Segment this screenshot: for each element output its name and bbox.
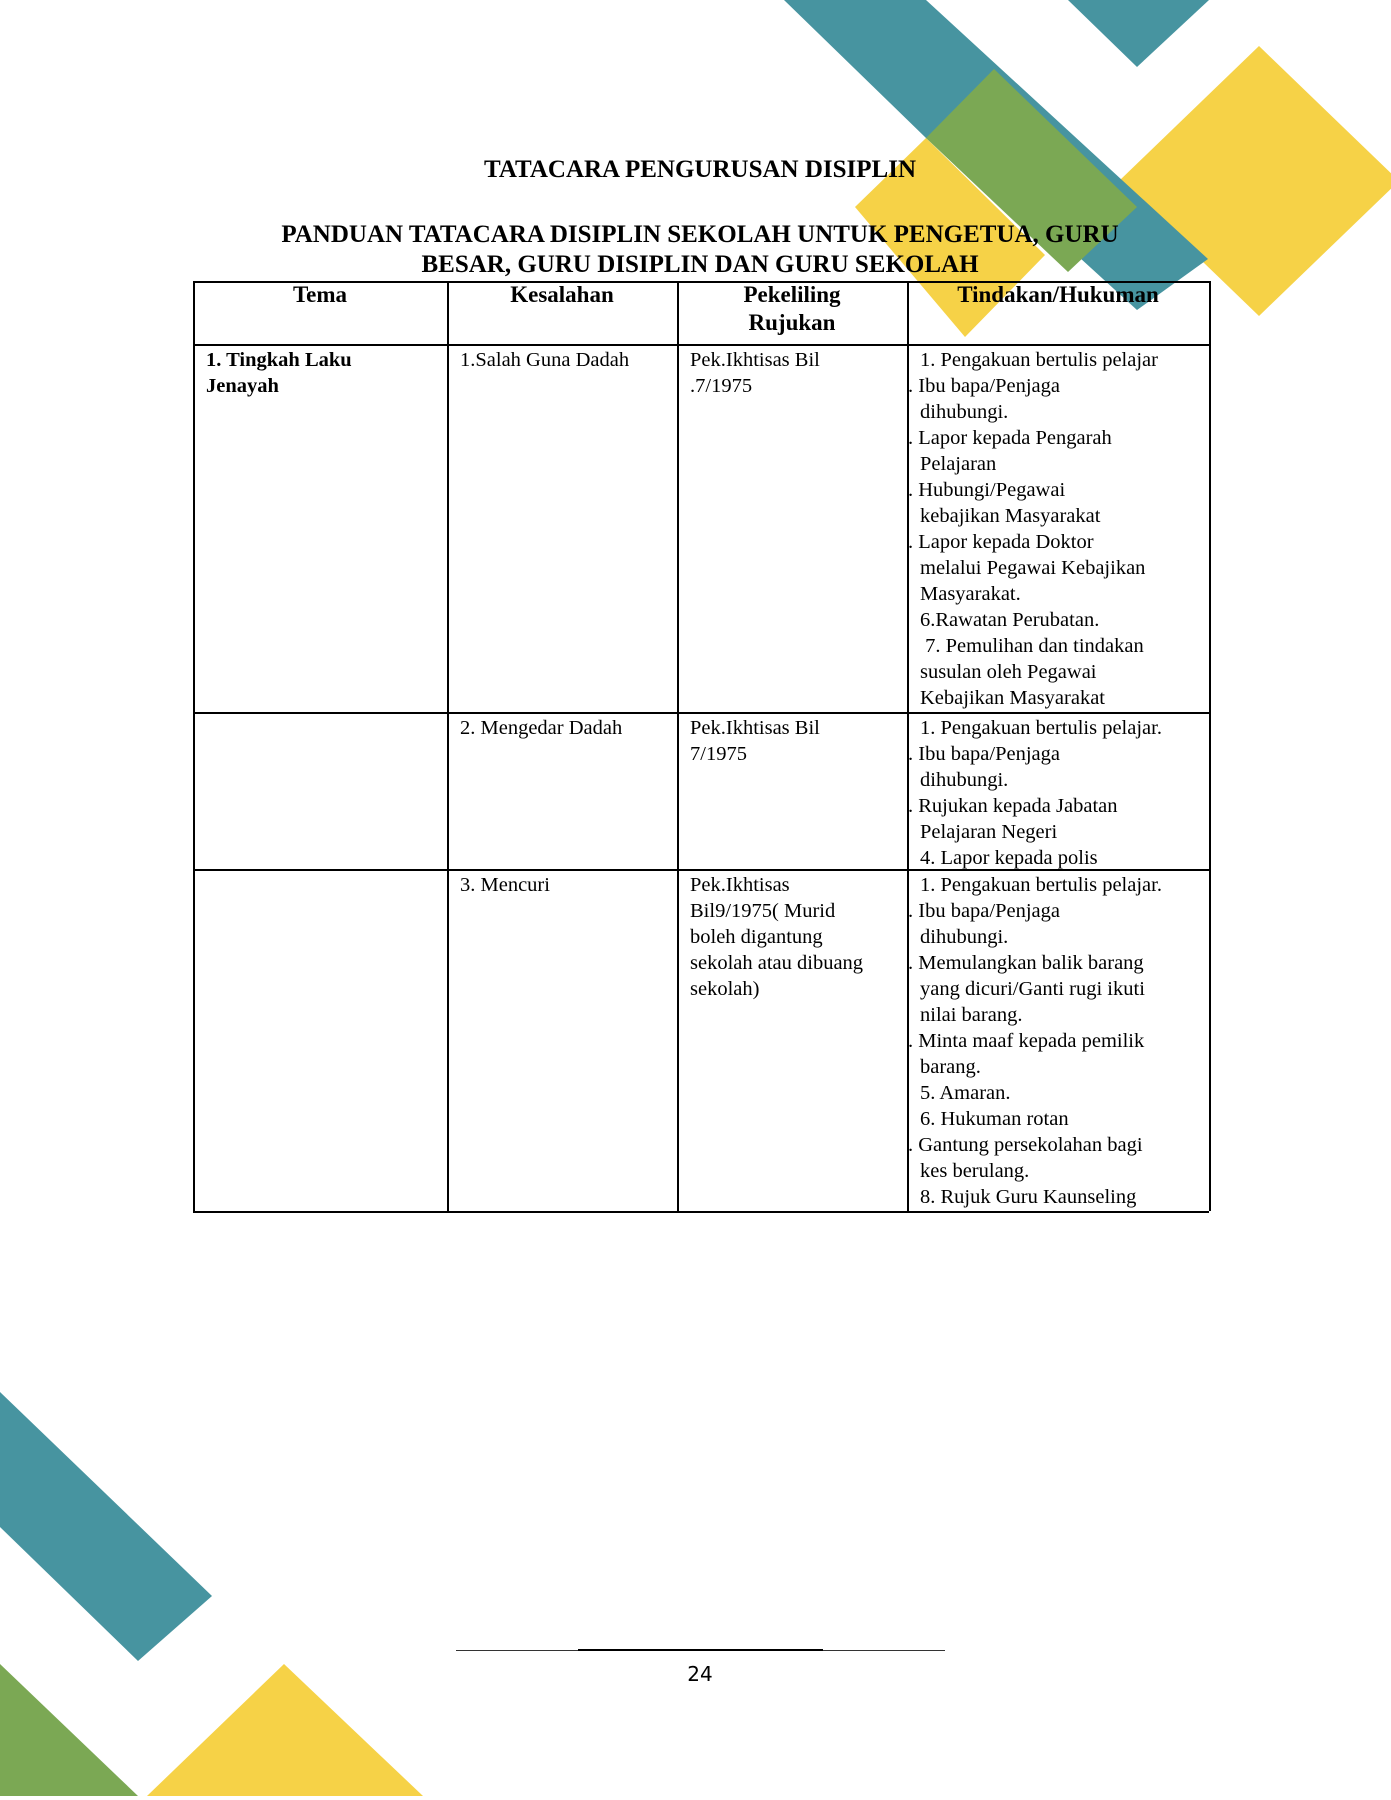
header-tema <box>193 281 447 309</box>
action-line: dihubungi. <box>920 926 1009 948</box>
cell-line: Bil9/1975( Murid <box>690 900 836 922</box>
action-line: . Rujukan kepada Jabatan <box>908 795 1118 817</box>
cell-line: 1. Tingkah Laku <box>206 349 352 371</box>
action-line: 8. Rujuk Guru Kaunseling <box>920 1186 1137 1208</box>
discipline-table <box>193 281 1209 1211</box>
cell-tindakan <box>908 872 1162 1210</box>
action-line: . Memulangkan balik barang <box>908 952 1144 974</box>
page-subtitle <box>220 220 1180 280</box>
cell-line: sekolah) <box>690 978 760 1000</box>
footer-divider-accent <box>578 1649 823 1651</box>
action-line: . Lapor kepada Pengarah <box>908 427 1112 449</box>
action-line: 1. Pengakuan bertulis pelajar. <box>920 717 1162 739</box>
action-line: . Hubungi/Pegawai <box>908 479 1066 501</box>
table-column-border <box>677 281 679 1211</box>
action-line: 1. Pengakuan bertulis pelajar <box>920 349 1158 371</box>
cell-line: 3. Mencuri <box>460 874 550 896</box>
table-column-border <box>447 281 449 1211</box>
deco-teal-triangle-top <box>1068 0 1209 67</box>
header-line: Kesalahan <box>510 282 614 307</box>
cell-line: sekolah atau dibuang <box>690 952 864 974</box>
action-line: 7. Pemulihan dan tindakan <box>920 635 1144 657</box>
cell-line: Pek.Ikhtisas Bil <box>690 349 820 371</box>
subtitle-line-1: PANDUAN TATACARA DISIPLIN SEKOLAH UNTUK PENGETUA, GURU <box>281 221 1119 248</box>
cell-line: .7/1975 <box>690 375 753 397</box>
cell-kesalahan <box>460 872 550 898</box>
action-line: melalui Pegawai Kebajikan <box>920 557 1146 579</box>
action-line: . Lapor kepada Doktor <box>908 531 1094 553</box>
action-line: 6.Rawatan Perubatan. <box>920 609 1100 631</box>
cell-kesalahan <box>460 715 622 741</box>
cell-line: Pek.Ikhtisas Bil <box>690 717 820 739</box>
deco-teal-band-bottom <box>0 1392 212 1661</box>
table-row-border <box>193 712 1209 714</box>
subtitle-line-2: BESAR, GURU DISIPLIN DAN GURU SEKOLAH <box>421 251 979 278</box>
header-line: Pekeliling <box>743 282 841 307</box>
action-line: kes berulang. <box>920 1160 1030 1182</box>
action-line: dihubungi. <box>920 769 1009 791</box>
cell-tema <box>206 347 352 399</box>
action-line: Pelajaran <box>920 453 997 475</box>
cell-kesalahan <box>460 347 629 373</box>
cell-tindakan <box>908 347 1158 711</box>
cell-line: boleh digantung <box>690 926 823 948</box>
cell-line: Pek.Ikhtisas <box>690 874 790 896</box>
action-line: dihubungi. <box>920 401 1009 423</box>
deco-green-triangle <box>0 1664 138 1796</box>
action-line: 6. Hukuman rotan <box>920 1108 1069 1130</box>
page-title: TATACARA PENGURUSAN DISIPLIN <box>484 156 916 183</box>
cell-line: 2. Mengedar Dadah <box>460 717 623 739</box>
action-line: . Ibu bapa/Penjaga <box>908 743 1060 765</box>
cell-line: Jenayah <box>206 375 279 397</box>
header-tindakan <box>907 281 1209 309</box>
cell-rujukan <box>690 347 820 399</box>
header-line: Rujukan <box>748 310 836 335</box>
action-line: . Ibu bapa/Penjaga <box>908 900 1060 922</box>
action-line: . Minta maaf kepada pemilik <box>908 1030 1145 1052</box>
action-line: 1. Pengakuan bertulis pelajar. <box>920 874 1162 896</box>
action-line: . Gantung persekolahan bagi <box>908 1134 1143 1156</box>
action-line: Pelajaran Negeri <box>920 821 1058 843</box>
page-number: 24 <box>687 1662 713 1686</box>
header-rujukan <box>677 281 907 337</box>
action-line: kebajikan Masyarakat <box>920 505 1101 527</box>
action-line: susulan oleh Pegawai <box>920 661 1097 683</box>
cell-rujukan <box>690 872 863 1002</box>
action-line: Kebajikan Masyarakat <box>920 687 1105 709</box>
header-kesalahan <box>447 281 677 309</box>
action-line: nilai barang. <box>920 1004 1023 1026</box>
header-line: Tindakan/Hukuman <box>957 282 1159 307</box>
cell-line: 7/1975 <box>690 743 747 765</box>
action-line: . Ibu bapa/Penjaga <box>908 375 1060 397</box>
action-line: yang dicuri/Ganti rugi ikuti <box>920 978 1145 1000</box>
table-row-border <box>193 1211 1209 1213</box>
cell-rujukan <box>690 715 820 767</box>
table-column-border <box>193 281 195 1211</box>
table-row-border <box>193 344 1209 346</box>
action-line: barang. <box>920 1056 981 1078</box>
header-line: Tema <box>292 282 348 307</box>
deco-yellow-triangle <box>147 1664 423 1796</box>
action-line: Masyarakat. <box>920 583 1021 605</box>
table-column-border <box>1209 281 1211 1211</box>
cell-line: 1.Salah Guna Dadah <box>460 349 630 371</box>
action-line: 4. Lapor kepada polis <box>920 847 1098 869</box>
action-line: 5. Amaran. <box>920 1082 1011 1104</box>
cell-tindakan <box>908 715 1162 871</box>
